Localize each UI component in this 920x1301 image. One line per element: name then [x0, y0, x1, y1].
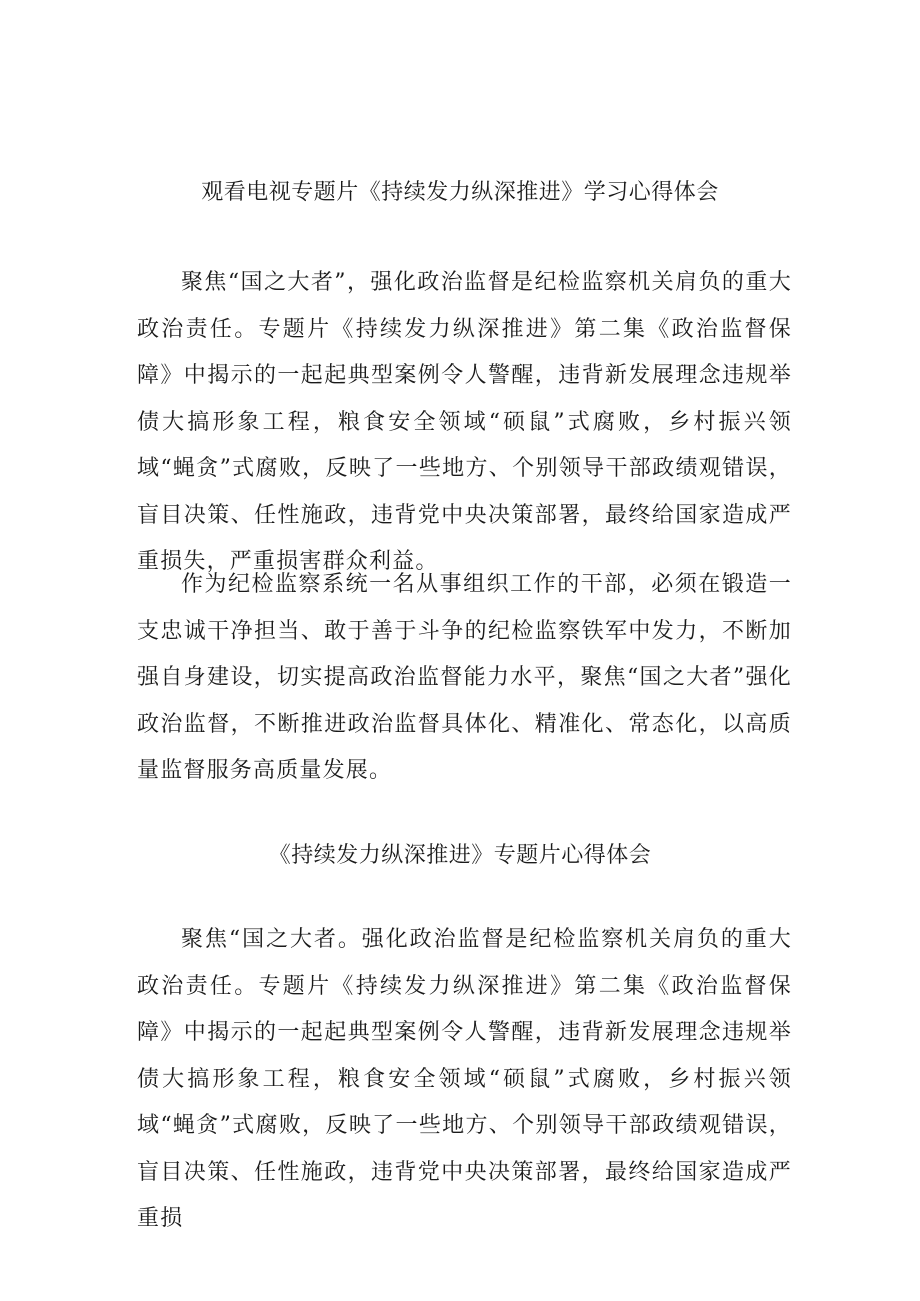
section-1-paragraph-2: 作为纪检监察系统一名从事组织工作的干部，必须在锻造一支忠诚干净担当、敢于善于斗争的纪检监察铁军中发力，不断加强自身建设，切实提高政治监督能力水平，聚焦“国之大者”强化政治监督，不断推进政治监督具体化、精准化、常态化，以高质量监督服务高质量发展。: [137, 572, 792, 783]
section-1-title: 观看电视专题片《持续发力纵深推进》学习心得体会: [201, 180, 719, 205]
section-1-paragraph-1: 聚焦“国之大者”，强化政治监督是纪检监察机关肩负的重大政治责任。专题片《持续发力纵深推进》第二集《政治监督保障》中揭示的一起起典型案例令人警醒，违背新发展理念违规举债大搞形象工程，粮食安全领域“硕鼠”式腐败，乡村振兴领域“蝇贪”式腐败，反映了一些地方、个别领导干部政绩观错误，盲目决策、任性施政，违背党中央决策部署，最终给国家造成严重损失，严重损害群众利益。: [137, 270, 792, 574]
section-2-title: 《持续发力纵深推进》专题片心得体会: [268, 843, 652, 868]
section-2-paragraph-1: 聚焦“国之大者。强化政治监督是纪检监察机关肩负的重大政治责任。专题片《持续发力纵深推进》第二集《政治监督保障》中揭示的一起起典型案例令人警醒，违背新发展理念违规举债大搞形象工程，粮食安全领域“硕鼠”式腐败，乡村振兴领域“蝇贪”式腐败，反映了一些地方、个别领导干部政绩观错误，盲目决策、任性施政，违背党中央决策部署，最终给国家造成严重损: [137, 927, 792, 1231]
